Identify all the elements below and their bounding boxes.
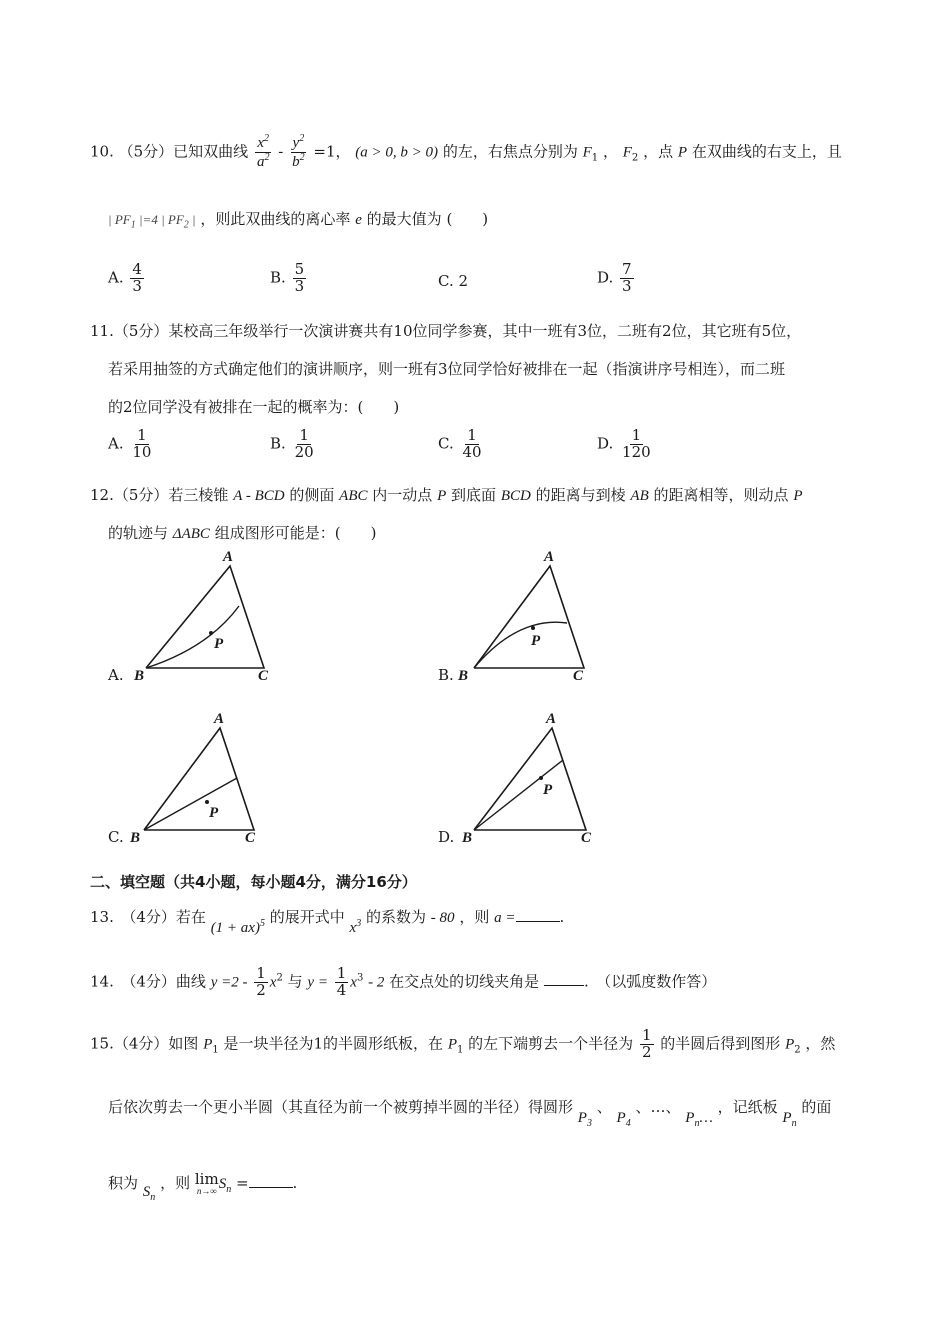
triangle-abc (146, 566, 264, 668)
triangle-abc (144, 728, 254, 830)
triangle-figure-c (108, 710, 288, 850)
q11-option-d[interactable]: D. $\frac{1}{120}$ (597, 426, 651, 461)
fraction-x2-a2: $\frac{x^2}{a^2}$ (256, 133, 270, 170)
point-p (539, 776, 543, 780)
answer-blank[interactable] (516, 907, 560, 922)
point-p (531, 626, 535, 630)
svg-text:A: A (544, 549, 555, 565)
q12-option-d[interactable]: D. A B C P (438, 710, 618, 854)
svg-text:P: P (214, 636, 224, 652)
q15-line2: 后依次剪去一个更小半圆（其直径为前一个被剪掉半圆的半径）得圆形 $P_3$ 、 $P_4$ 、…、 $P_n\dots$ ，记纸板 $P_n$ 的面 (108, 1098, 832, 1129)
q11-line3: 的2位同学没有被排在一起的概率为：( ) (108, 398, 400, 416)
q10-option-d[interactable]: D. $\frac{7}{3}$ (597, 260, 632, 295)
svg-text:B: B (458, 668, 469, 684)
point-p (209, 631, 213, 635)
q11-option-b[interactable]: B. $\frac{1}{20}$ (270, 426, 314, 461)
trajectory-curve (146, 606, 239, 668)
q10-option-b[interactable]: B. $\frac{5}{3}$ (270, 260, 305, 295)
q13: 13. （4分）若在 (1 + ax)$^5$ 的展开式中 $x^3$ 的系数为 - 80 ，则 a = . (90, 908, 565, 936)
svg-text:C: C (245, 830, 256, 846)
q12-option-c[interactable]: C. A B C P (108, 710, 288, 854)
answer-blank[interactable] (544, 971, 584, 986)
q12-line2: 的轨迹与 ΔABC 组成图形可能是：( ) (108, 524, 377, 542)
svg-text:C: C (573, 668, 584, 684)
q14: 14. （4分）曲线 y =2 - $\frac{1}{2}$ $x^2$ 与 y = $\frac{1}{4}$ $x^3 - 2$ 在交点处的切线夹角是 . （以弧度数作答） (90, 964, 717, 999)
q12-option-b[interactable]: B. A B C P (438, 548, 618, 692)
trajectory-curve (474, 622, 567, 668)
question-number: 10. (90, 142, 114, 161)
triangle-abc (474, 566, 584, 668)
q11-line1: 11.（5分）某校高三年级举行一次演讲赛共有10位同学参赛，其中一班有3位，二班有2位，其它班有5位， (90, 322, 802, 340)
q12-line1: 12.（5分）若三棱锥 A - BCD 的侧面 ABC 内一动点 P 到底面 BCD 的距离与到棱 AB 的距离相等，则动点 P (90, 486, 803, 504)
triangle-figure-d (438, 710, 618, 850)
svg-text:A: A (546, 711, 557, 727)
q11-option-a[interactable]: A. $\frac{1}{10}$ (108, 426, 152, 461)
trajectory-line (144, 778, 237, 830)
q15-line3: 积为 $S_n$ ，则 lim n→∞ $S_n$ = . (108, 1170, 298, 1203)
section-heading: 二、填空题（共4小题，每小题4分，满分16分） (90, 873, 417, 891)
q10-line2: | $PF_1$ |=4 | $PF_2$ | ，则此双曲线的离心率 e 的最大值为 ( ) (108, 210, 489, 231)
triangle-figure-b (438, 548, 618, 688)
q12-option-a[interactable]: A. A B C P (108, 548, 288, 692)
fraction-y2-b2: $\frac{y^2}{b^2}$ (292, 133, 305, 170)
q10-line1: 10. （5分）已知双曲线 $\frac{x^2}{a^2}$ - $\frac{y^2}{b^2}$ =1， (a > 0, b > 0) 的左，右焦点分别为 $F_1$ ， $F_2$ ，点 P 在双曲线的右支上，且 (90, 133, 842, 170)
q10-option-a[interactable]: A. $\frac{4}{3}$ (108, 260, 142, 295)
q11-line2: 若采用抽签的方式确定他们的演讲顺序，则一班有3位同学恰好被排在一起（指演讲序号相连），而二班 (108, 360, 786, 378)
svg-text:B: B (130, 830, 141, 846)
svg-text:C: C (258, 668, 269, 684)
svg-text:A: A (223, 549, 234, 565)
q10-option-c[interactable]: C. 2 (438, 272, 469, 290)
svg-text:B: B (134, 668, 145, 684)
point-p (205, 800, 209, 804)
svg-text:B: B (462, 830, 473, 846)
svg-text:P: P (543, 782, 553, 798)
svg-text:C: C (581, 830, 592, 846)
svg-text:P: P (531, 633, 541, 649)
q15-line1: 15.（4分）如图 $P_1$ 是一块半径为1的半圆形纸板，在 $P_1$ 的左下端剪去一个半径为 $\frac{1}{2}$ 的半圆后得到图形 $P_2$ ，然 (90, 1026, 836, 1061)
svg-text:P: P (209, 805, 219, 821)
q11-option-c[interactable]: C. $\frac{1}{40}$ (438, 426, 482, 461)
triangle-abc (474, 728, 586, 830)
answer-blank[interactable] (249, 1173, 293, 1188)
triangle-figure-a (108, 548, 288, 688)
svg-text:A: A (214, 711, 225, 727)
